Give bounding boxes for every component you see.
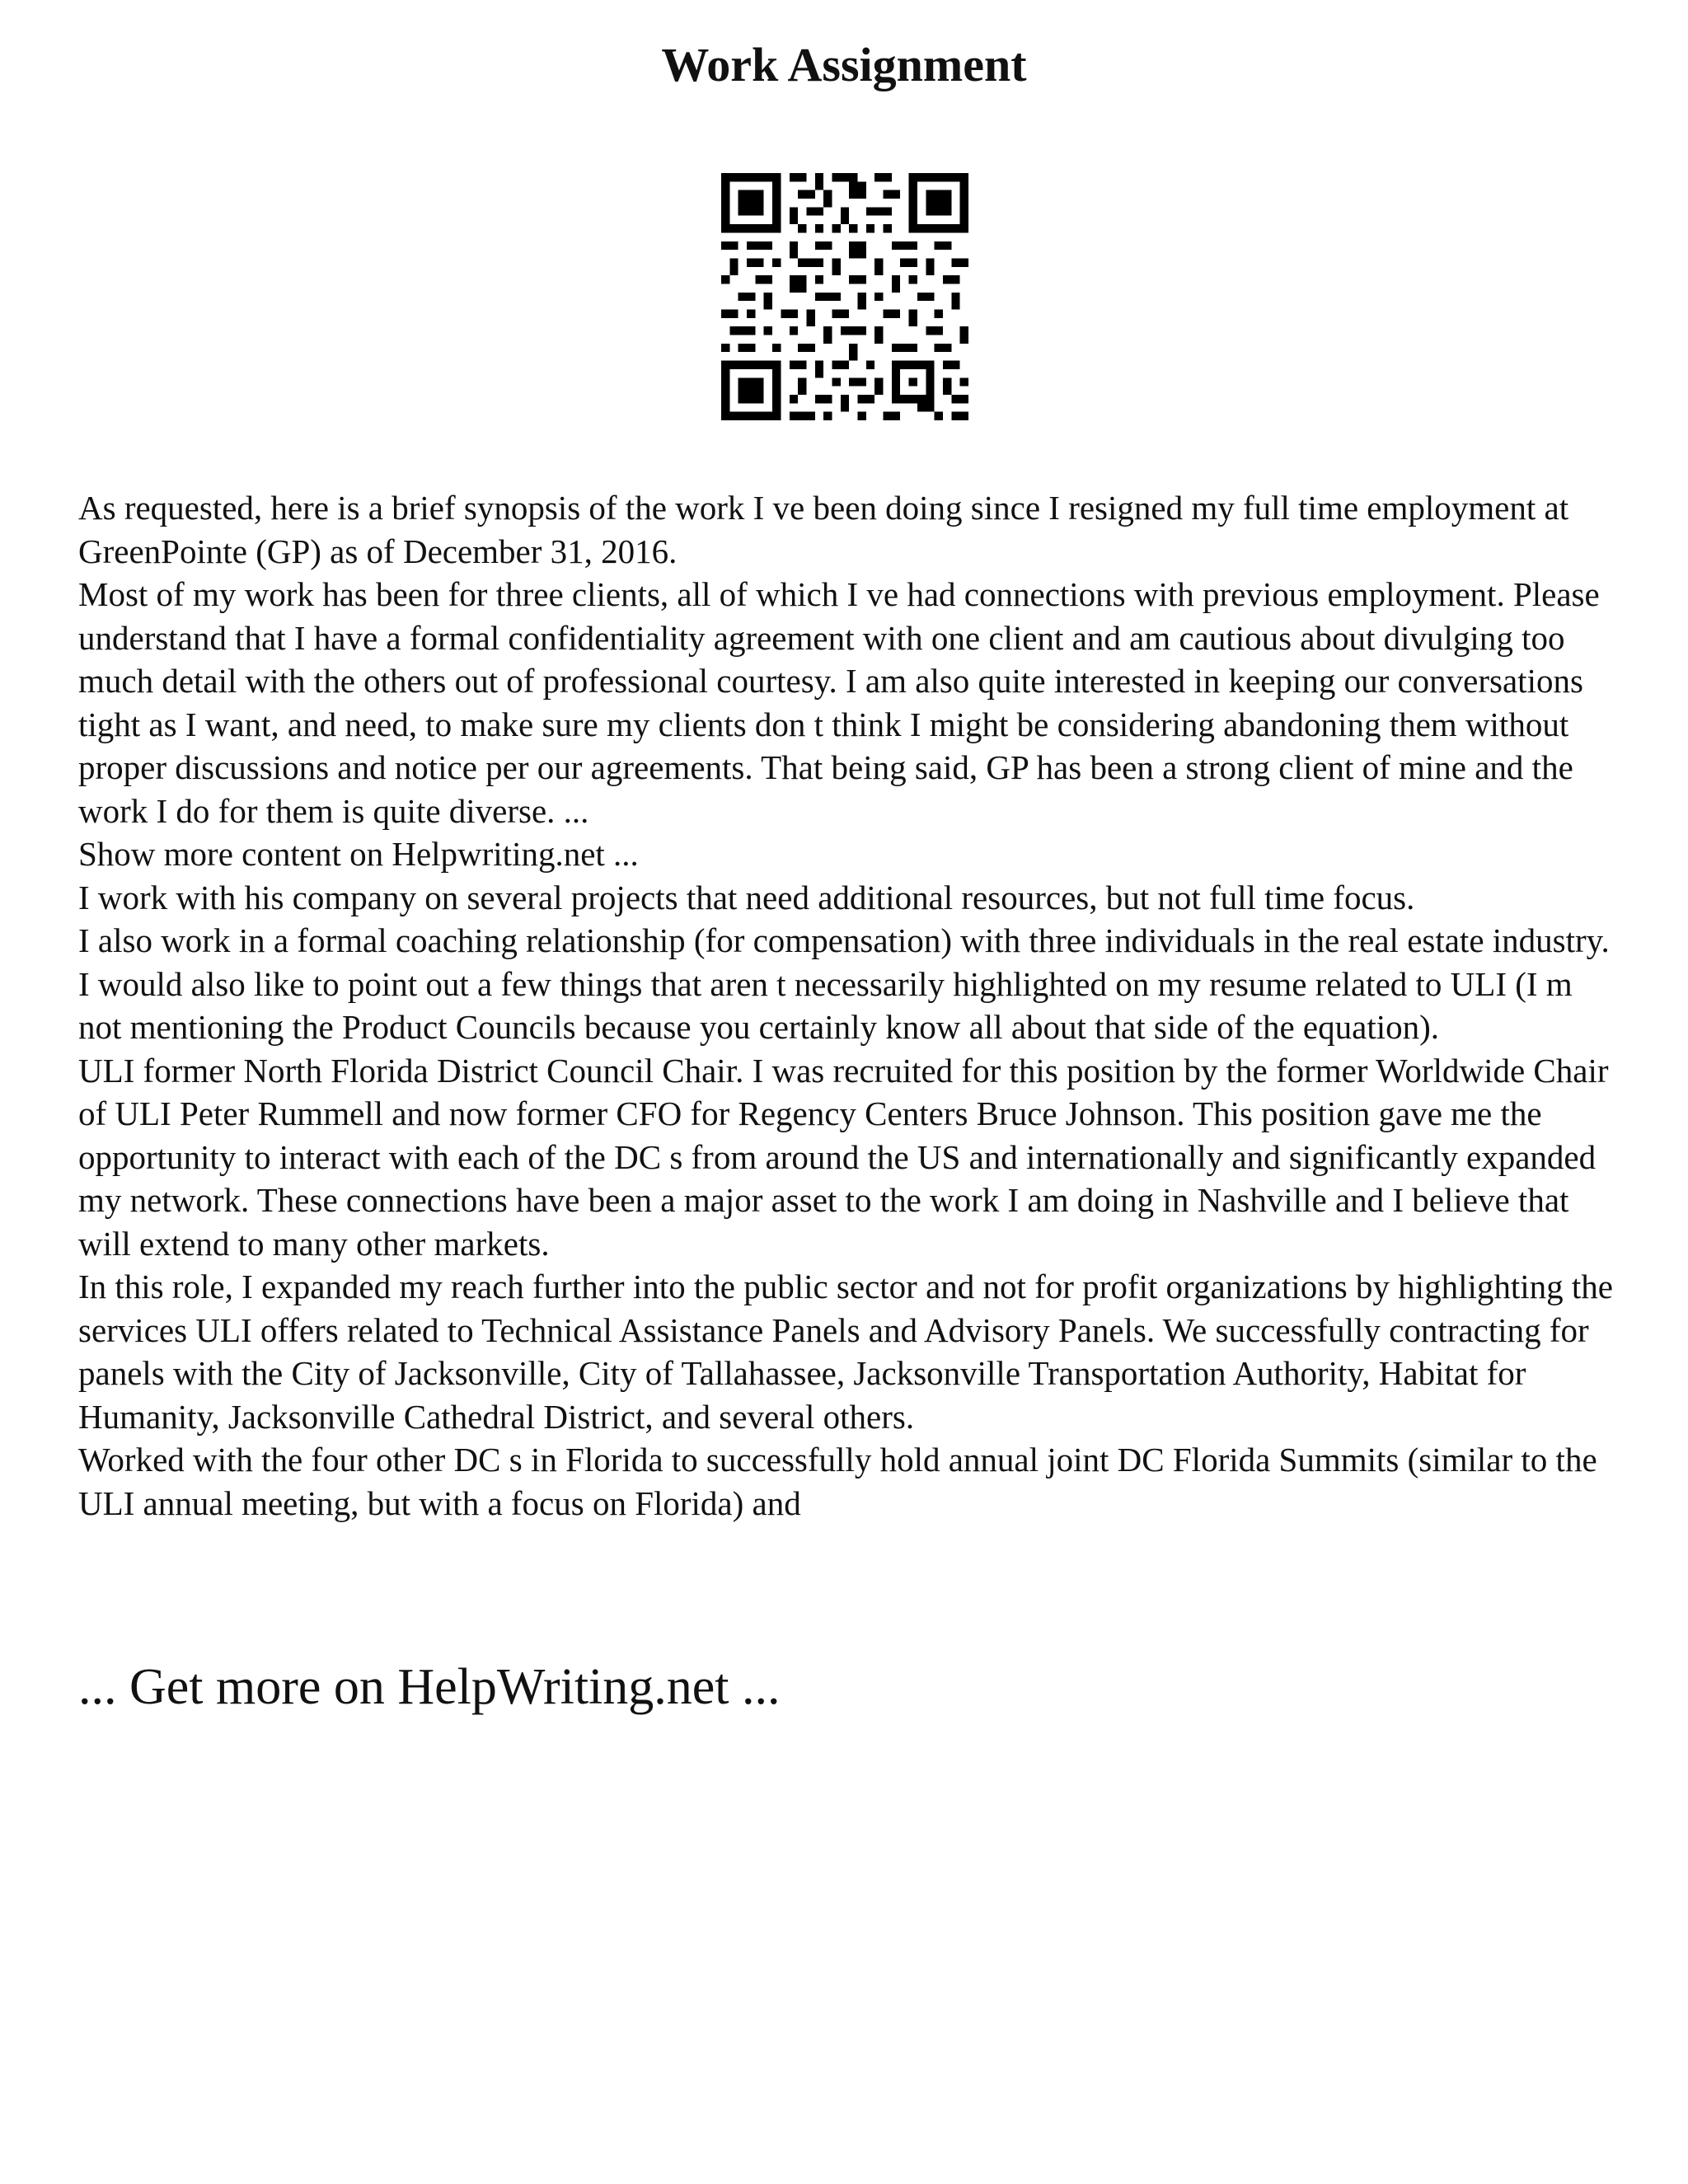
show-more-link[interactable]: Show more content on Helpwriting.net ...	[78, 835, 639, 873]
get-more-link[interactable]: ... Get more on HelpWriting.net ...	[78, 1659, 781, 1715]
page-title: Work Assignment	[661, 38, 1027, 91]
paragraph-summits: Worked with the four other DC s in Florida to successfully hold annual joint DC Florida Summits (similar to the ULI annual meeting, but with a focus on Florida) and	[78, 1441, 1597, 1522]
qr-code-icon	[721, 173, 968, 420]
paragraph-clients: Most of my work has been for three clients, all of which I ve had connections with previous employment. Please understand that I have a formal confidentiality agreement with one client and am cautious about divulging too much detail with the others out of professional courtesy. I am also quite interested in keeping our conversations tight as I want, and need, to make sure my clients don t think I might be considering abandoning them without proper discussions and notice per our agreements. That being said, GP has been a strong client of mine and the work I do for them is quite diverse. ...	[78, 575, 1600, 830]
paragraph-projects: I work with his company on several projects that need additional resources, but not full time focus.	[78, 878, 1415, 916]
paragraph-public-sector: In this role, I expanded my reach further into the public sector and not for profit organizations by highlighting the services ULI offers related to Technical Assistance Panels and Advisory Panels. We successfully contracting for panels with the City of Jacksonville, City of Tallahassee, Jacksonville Transportation Authority, Habitat for Humanity, Jacksonville Cathedral District, and several others.	[78, 1268, 1613, 1436]
paragraph-district-council: ULI former North Florida District Council Chair. I was recruited for this position by the former Worldwide Chair of ULI Peter Rummell and now former CFO for Regency Centers Bruce Johnson. This position gave me the opportunity to interact with each of the DC s from around the US and internationally and significantly expanded my network. These connections have been a major asset to the work I am doing in Nashville and I believe that will extend to many other markets.	[78, 1051, 1609, 1263]
paragraph-uli-highlights: I would also like to point out a few things that aren t necessarily highlighted on my resume related to ULI (I m not mentioning the Product Councils because you certainly know all about that side of the equation).	[78, 964, 1573, 1046]
body-text	[78, 486, 1620, 1525]
paragraph-synopsis: As requested, here is a brief synopsis of the work I ve been doing since I resigned my full time employment at GreenPointe (GP) as of December 31, 2016.	[78, 489, 1569, 570]
paragraph-coaching: I also work in a formal coaching relationship (for compensation) with three individuals in the real estate industry.	[78, 921, 1610, 959]
qr-code-graphic	[721, 173, 968, 420]
